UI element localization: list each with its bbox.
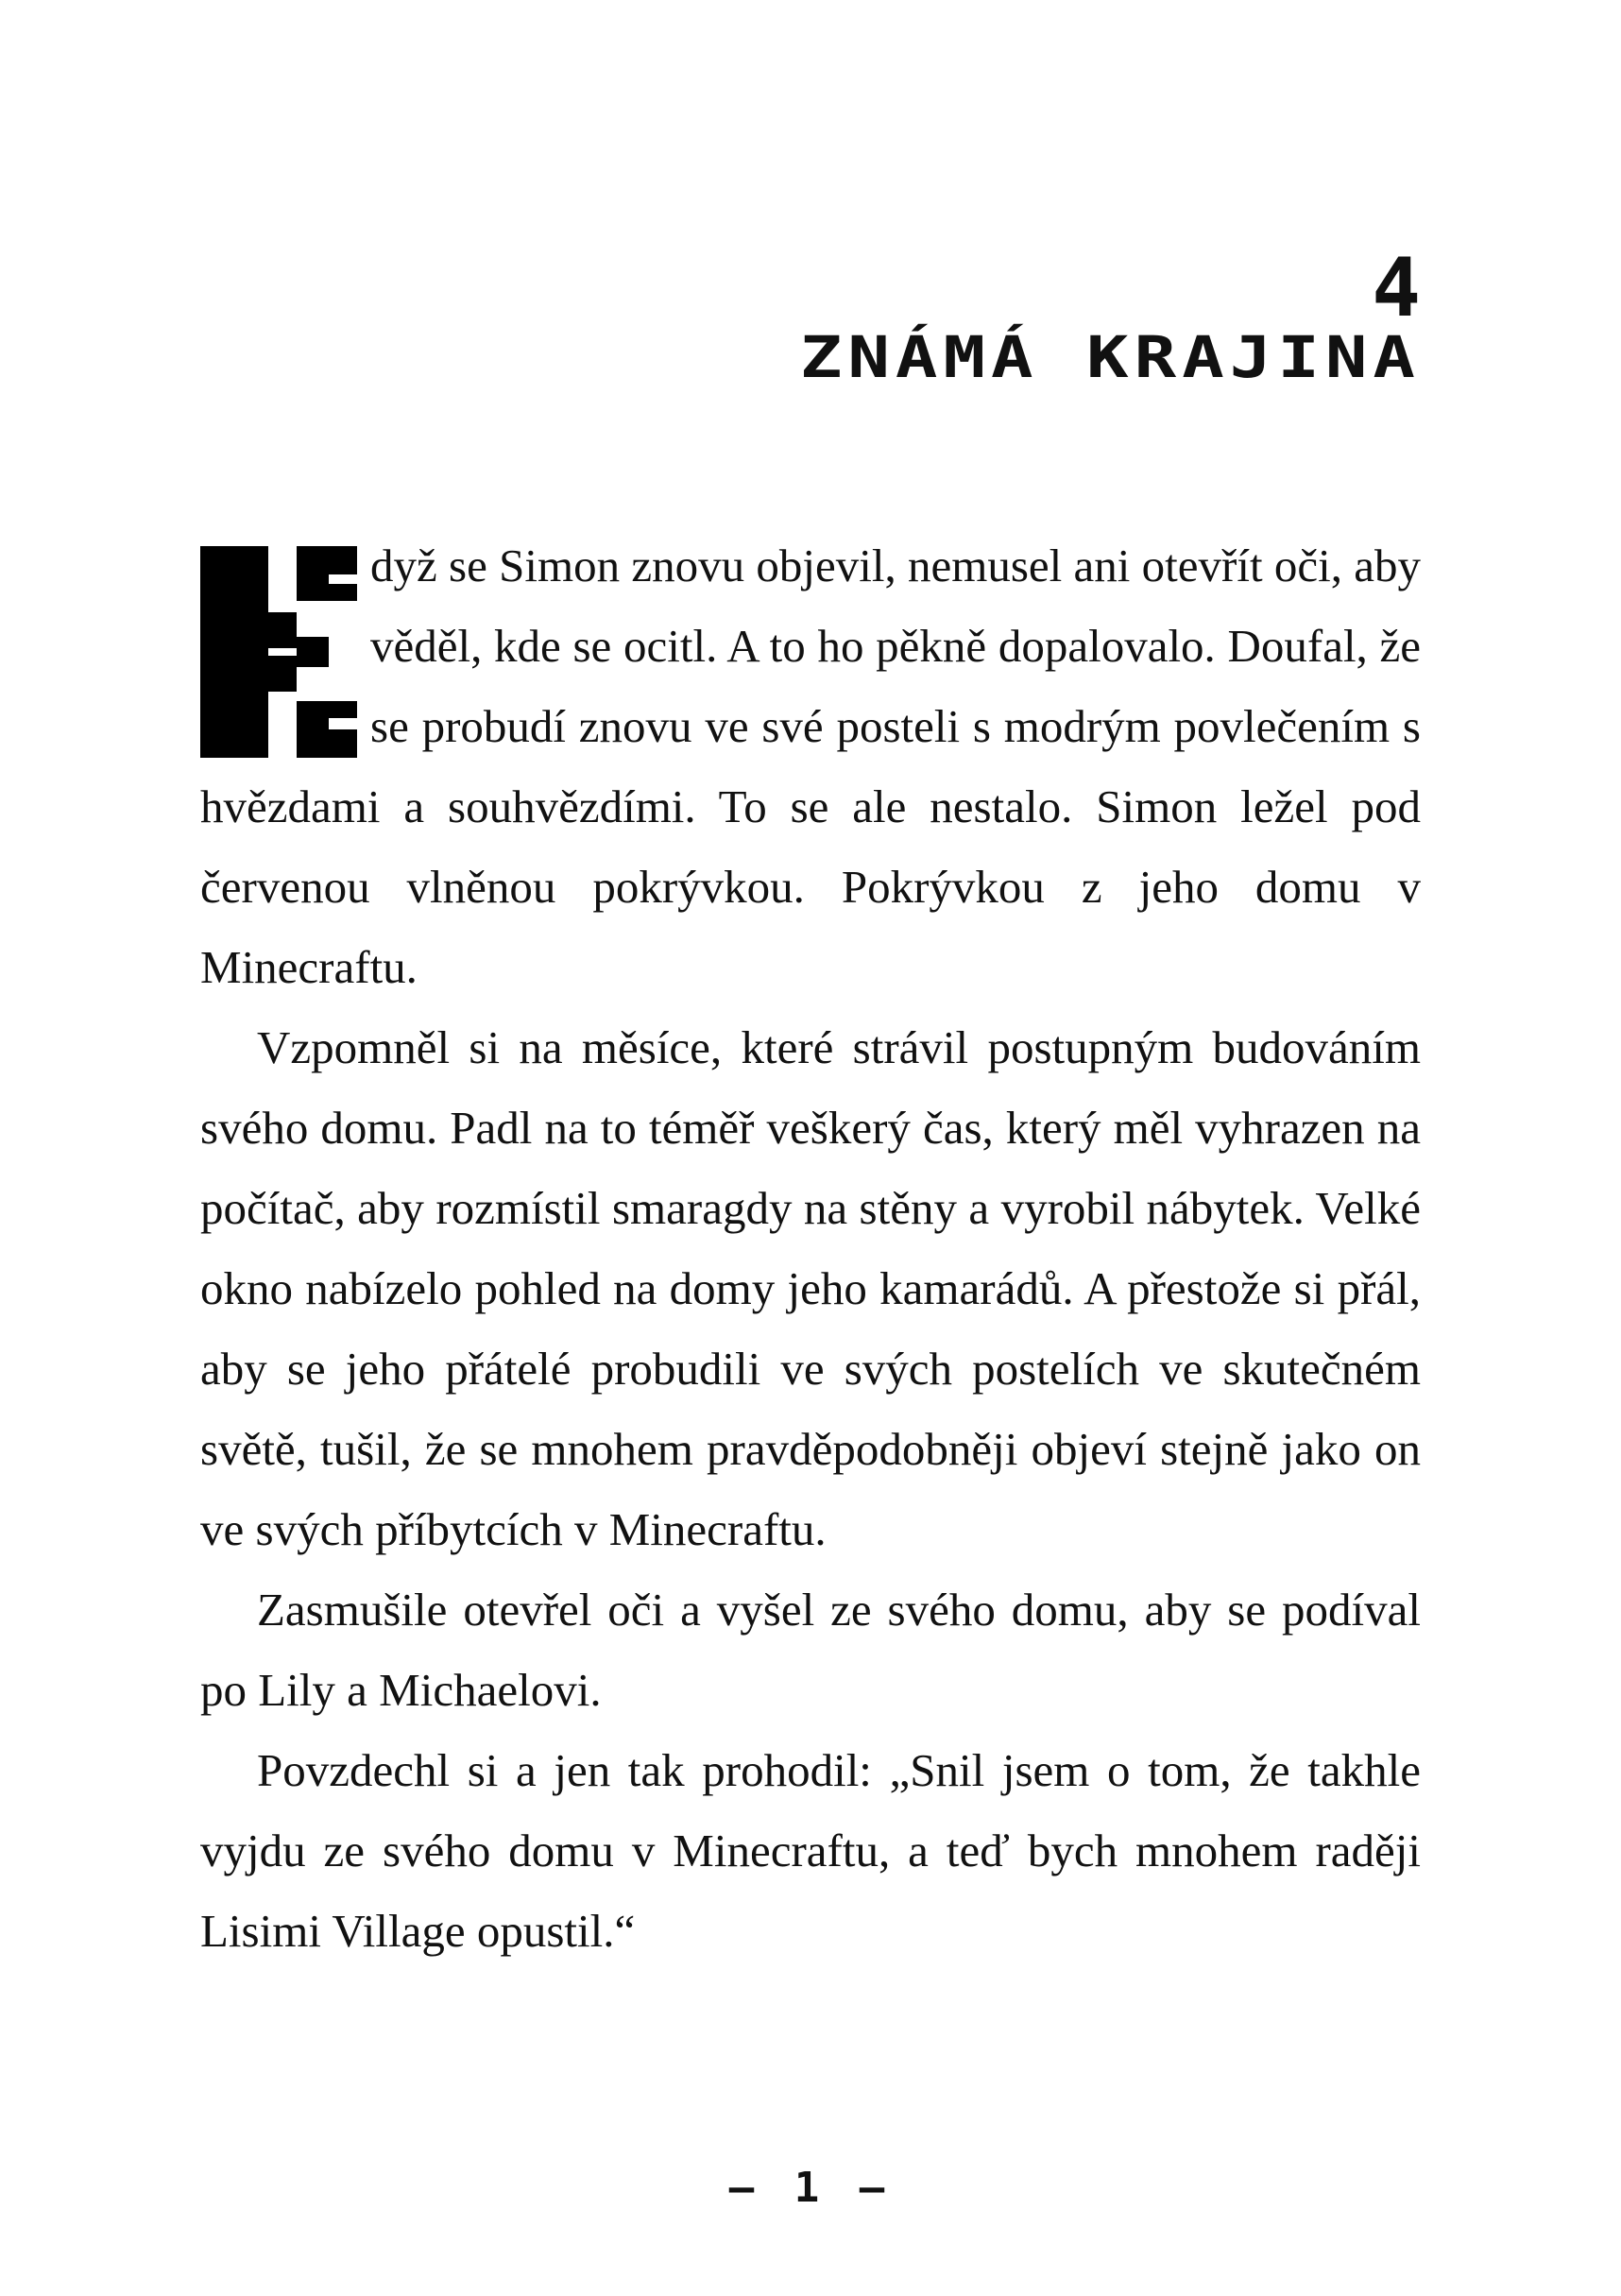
page-number: – 1 –	[728, 2164, 893, 2212]
chapter-body	[200, 525, 1421, 1971]
paragraph-1	[200, 525, 1421, 1007]
chapter-title: ZNÁMÁ KRAJINA	[799, 324, 1421, 391]
paragraph-3: Zasmušile otevřel oči a vyšel ze svého domu, aby se podíval po Lily a Michaelovi.	[200, 1584, 1421, 1716]
paragraph-4: Povzdechl si a jen tak prohodil: „Snil jsem o tom, že takhle vyjdu ze svého domu v Minecraftu, a teď bych mnohem raději Lisimi Village opustil.“	[200, 1744, 1421, 1957]
paragraph-2: Vzpomněl si na měsíce, které strávil postupným budováním svého domu. Padl na to téměř veškerý čas, který měl vyhrazen na počítač, aby rozmístil smaragdy na stěny a vyrobil nábytek. Velké okno nabízelo pohled na domy jeho kamarádů. A přestože si přál, aby se jeho přátelé probudili ve svých postelích ve skutečném světě, tušil, že se mnohem pravděpodobněji objeví stejně jako on ve svých příbytcích v Minecraftu.	[200, 1021, 1421, 1555]
dropcap-k-glyph	[200, 546, 357, 758]
chapter-number: 4	[1372, 241, 1421, 335]
paragraph-1-text: dyž se Simon znovu objevil, nemusel ani otevřít oči, aby věděl, kde se ocitl. A to ho pěkně dopalovalo. Doufal, že se probudí znovu ve své posteli s modrým povlečením s hvězdami a souhvězdími. To se ale nestalo. Simon ležel pod červenou vlněnou pokrývkou. Pokrývkou z jeho domu v Minecraftu.	[200, 540, 1421, 993]
